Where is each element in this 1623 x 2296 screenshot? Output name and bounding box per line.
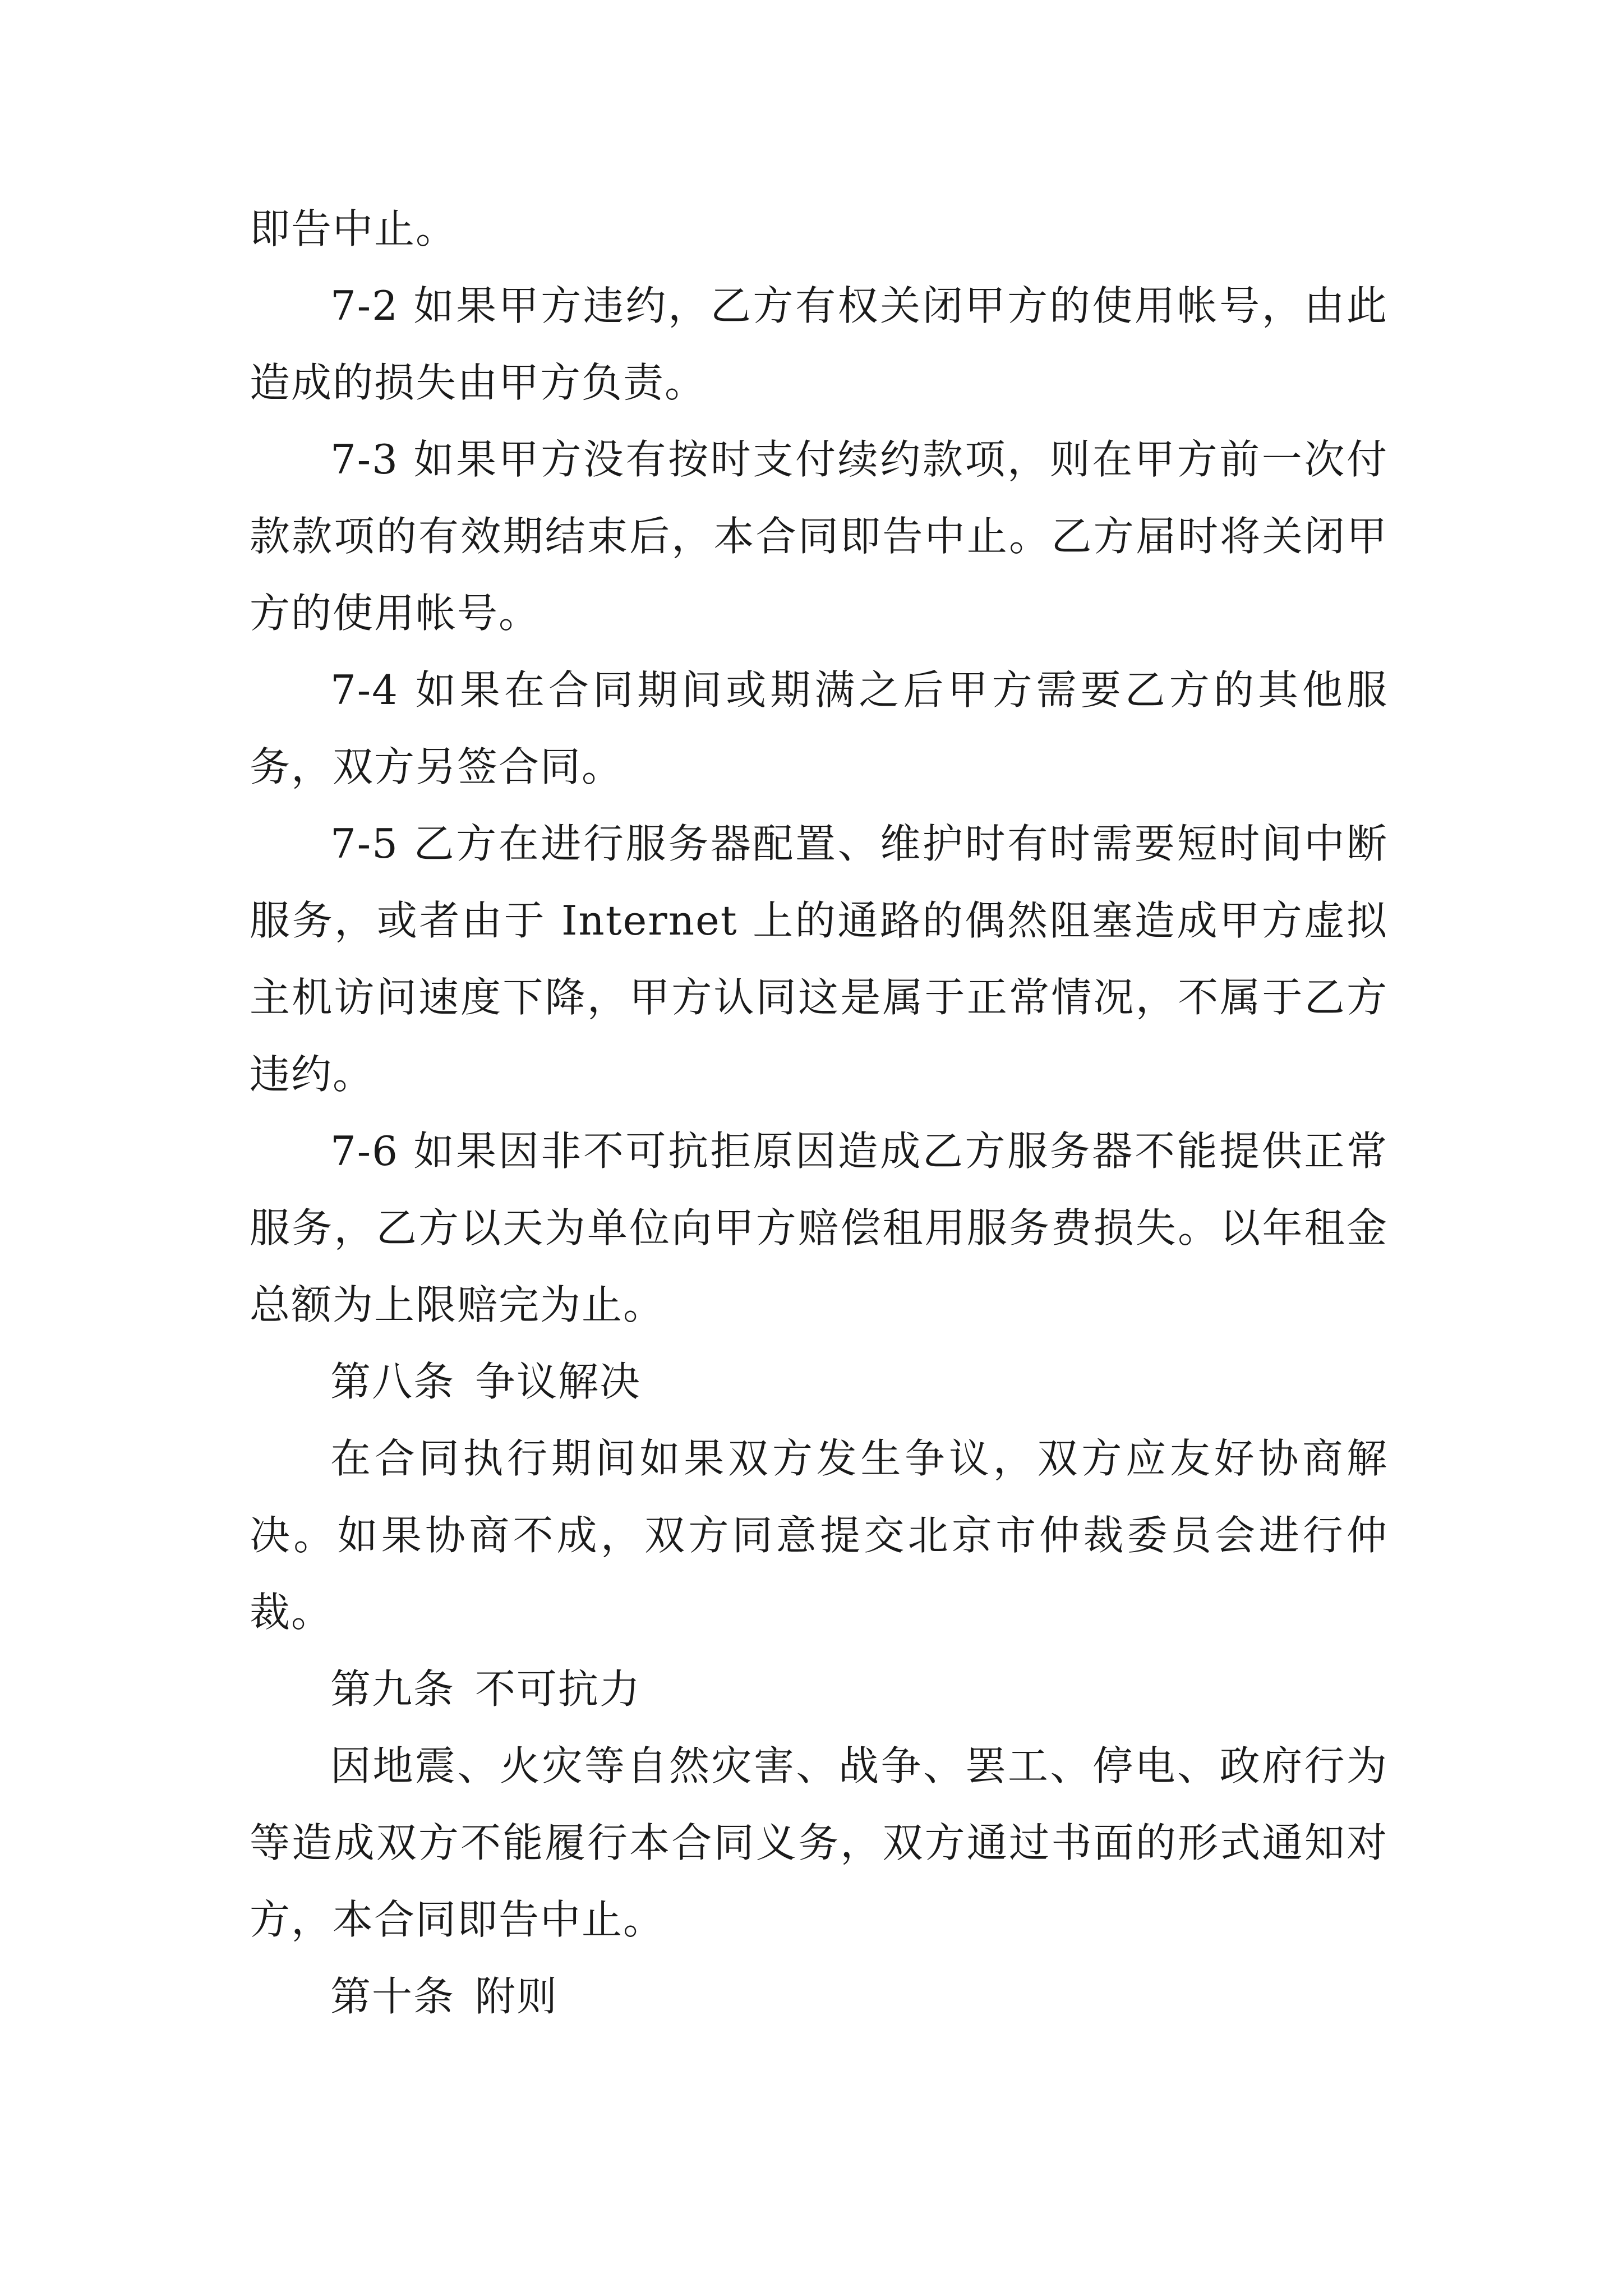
article-10-number: 第十条	[330, 1973, 455, 2020]
article-9-title: 不可抗力	[475, 1665, 642, 1713]
article-8-title: 争议解决	[475, 1358, 642, 1405]
document-page	[250, 191, 1388, 2035]
paragraph-7-5: 7-5 乙方在进行服务器配置、维护时有时需要短时间中断服务，或者由于 Internet 上的通路的偶然阻塞造成甲方虚拟主机访问速度下降，甲方认同这是属于正常情况，不属于乙方违约。	[250, 820, 1388, 1098]
article-9-heading	[250, 1651, 1388, 1728]
paragraph-7-2: 7-2 如果甲方违约，乙方有权关闭甲方的使用帐号，由此造成的损失由甲方负责。	[250, 282, 1388, 406]
article-8-body: 在合同执行期间如果双方发生争议，双方应友好协商解决。如果协商不成，双方同意提交北京市仲裁委员会进行仲裁。	[250, 1435, 1388, 1636]
article-8-heading	[250, 1343, 1388, 1420]
paragraph-7-4: 7-4 如果在合同期间或期满之后甲方需要乙方的其他服务，双方另签合同。	[250, 666, 1388, 790]
article-9-number: 第九条	[330, 1665, 455, 1713]
article-10-heading	[250, 1958, 1388, 2035]
article-8-number: 第八条	[330, 1358, 455, 1405]
paragraph-7-3: 7-3 如果甲方没有按时支付续约款项，则在甲方前一次付款款项的有效期结束后，本合同即告中止。乙方届时将关闭甲方的使用帐号。	[250, 436, 1388, 637]
paragraph-7-6: 7-6 如果因非不可抗拒原因造成乙方服务器不能提供正常服务，乙方以天为单位向甲方赔偿租用服务费损失。以年租金总额为上限赔完为止。	[250, 1128, 1388, 1328]
paragraph-continued: 即告中止。	[250, 205, 458, 252]
article-9-body: 因地震、火灾等自然灾害、战争、罢工、停电、政府行为等造成双方不能履行本合同义务，双方通过书面的形式通知对方，本合同即告中止。	[250, 1742, 1388, 1943]
article-10-title: 附则	[475, 1973, 559, 2020]
